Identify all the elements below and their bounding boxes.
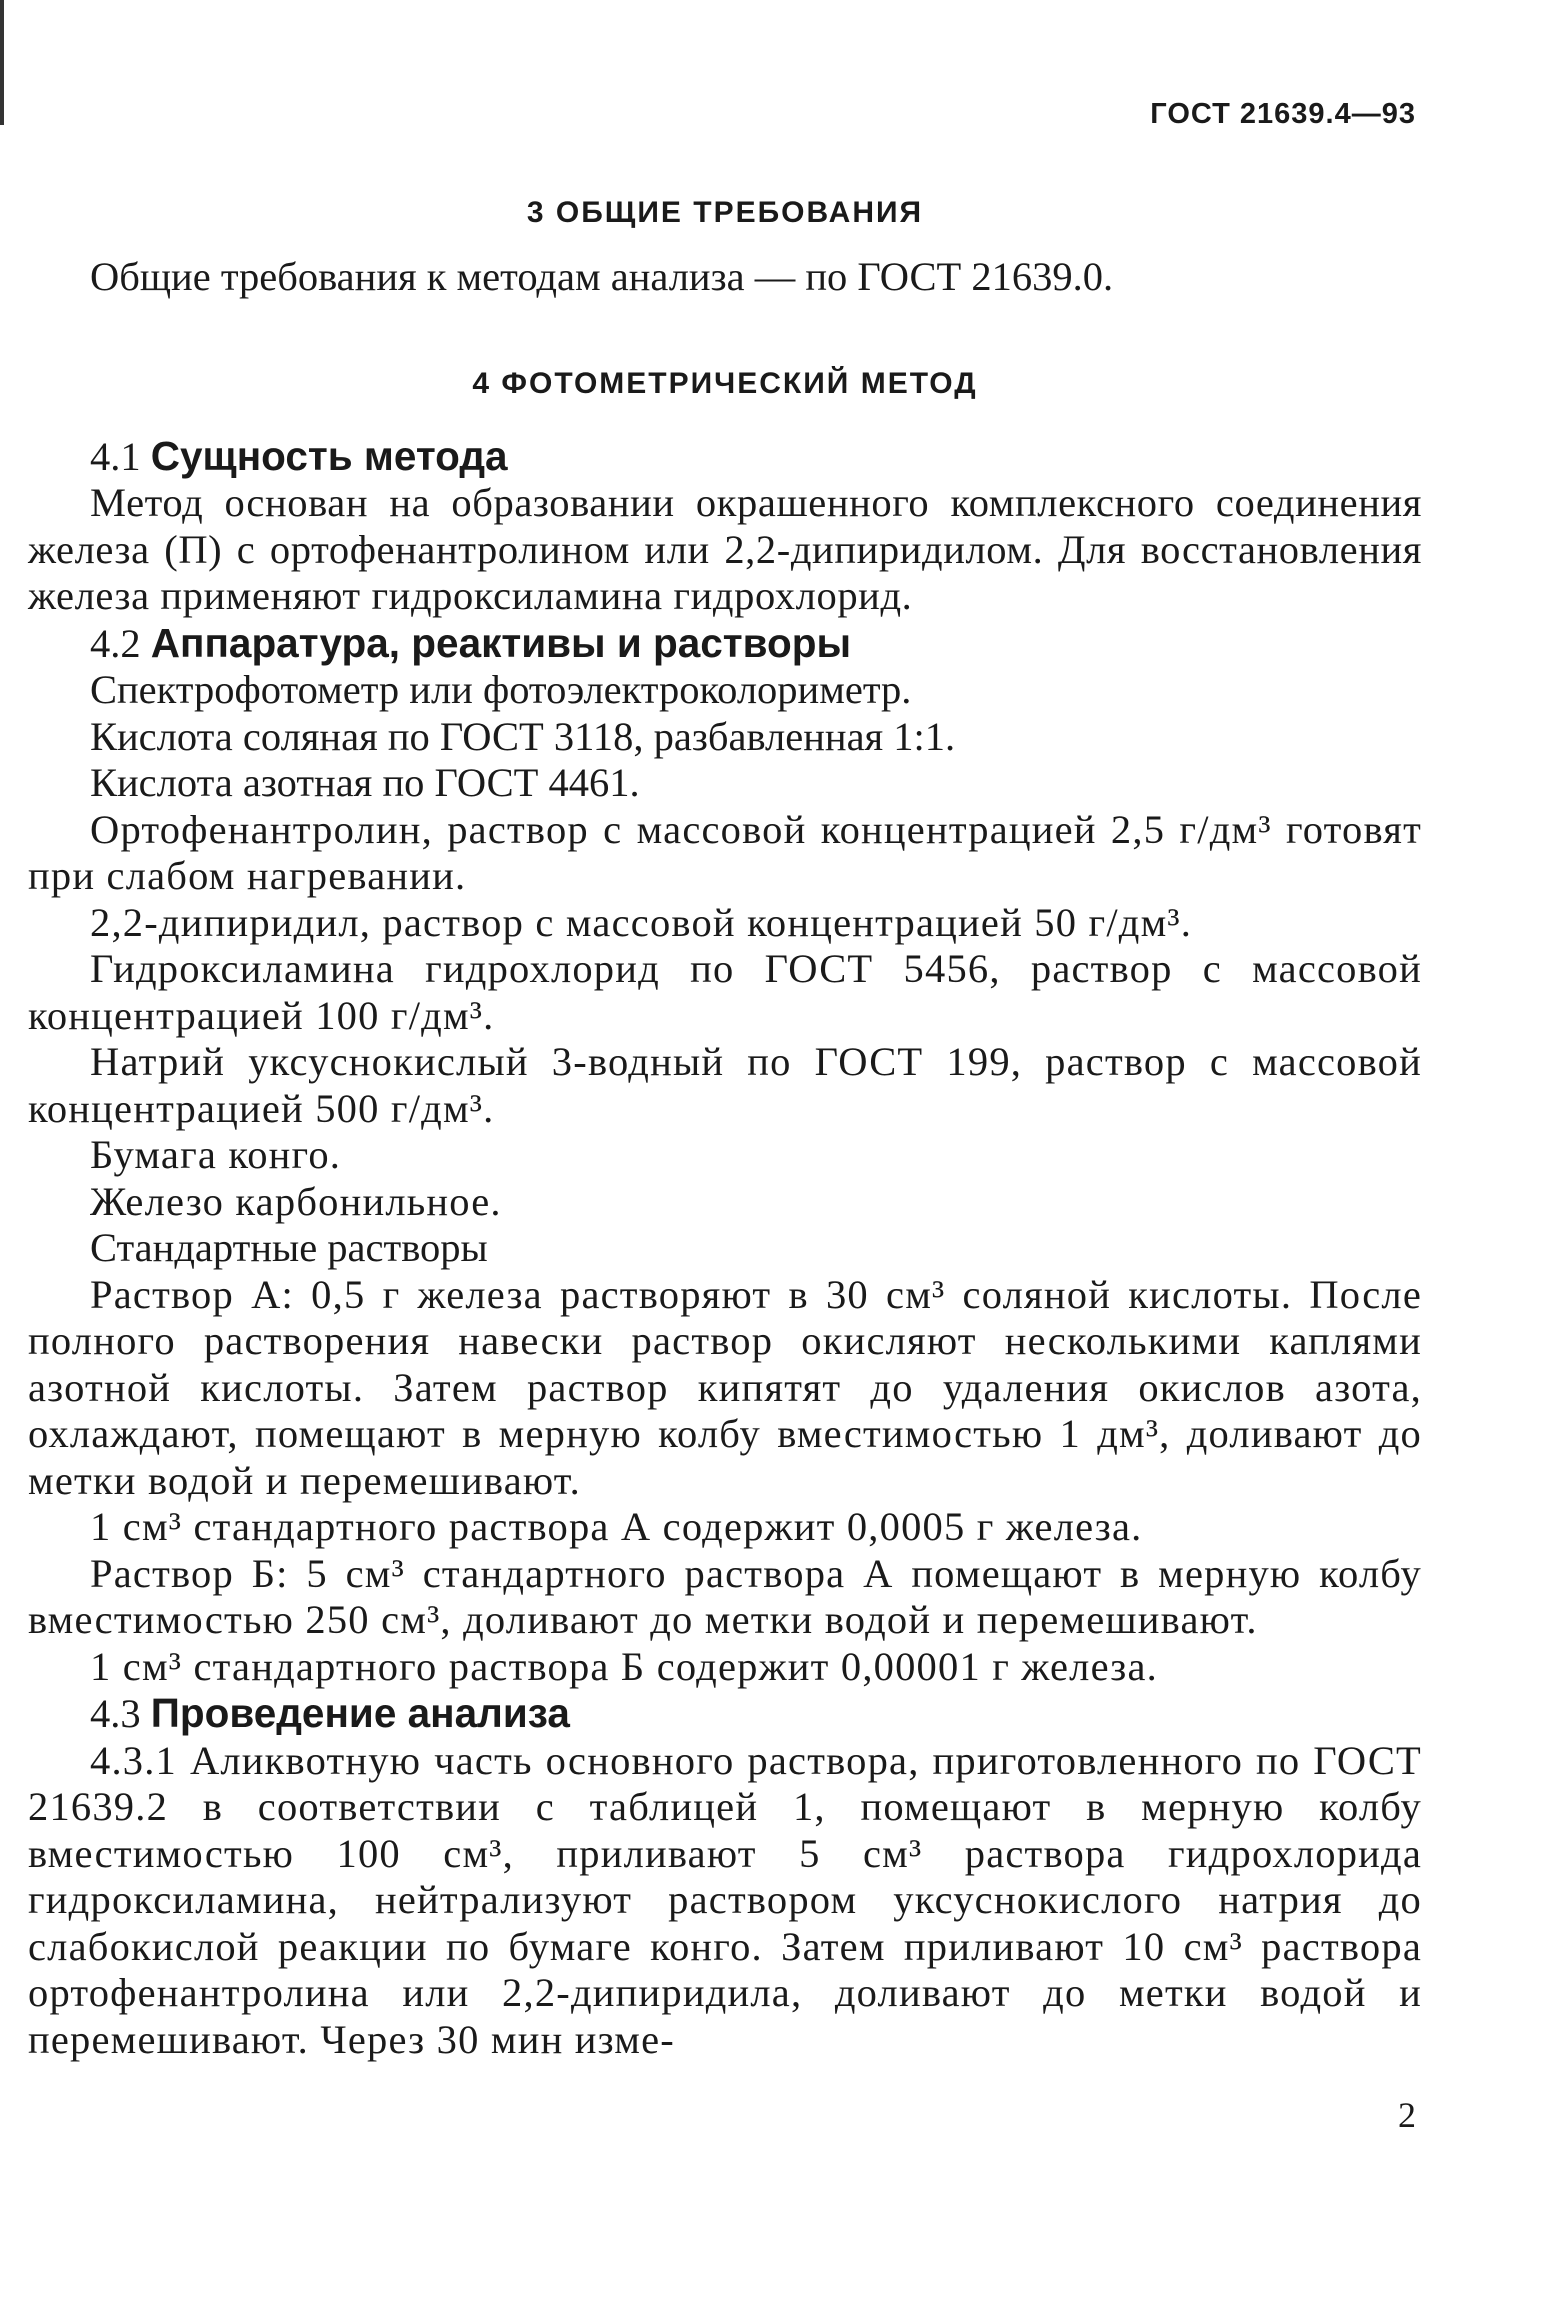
paragraph-4-1: Метод основан на образовании окрашенного комплексного соединения железа (П) с ортофенантролином или 2,2-дипиридилом. Для восстановления железа применяют гидроксиламина гидрохлорид.	[28, 480, 1422, 618]
paragraph-4-2-solution-a-content: 1 см³ стандартного раствора А содержит 0,0005 г железа.	[90, 1504, 1143, 1549]
paragraph-4-2-solution-a: Раствор А: 0,5 г железа растворяют в 30 см³ соляной кислоты. После полного растворения навески раствор окисляют несколькими каплями азотной кислоты. Затем раствор кипятят до удаления окислов азота, охлаждают, помещают в мерную колбу вместимостью 1 дм³, доливают до метки водой и перемешивают.	[28, 1271, 1422, 1503]
paragraph-4-2-orthophenanthroline: Ортофенантролин, раствор с массовой концентрацией 2,5 г/дм³ готовят при слабом нагревании.	[28, 806, 1422, 898]
section-3-title: 3 ОБЩИЕ ТРЕБОВАНИЯ	[526, 196, 924, 229]
paragraph-4-2-apparatus: Спектрофотометр или фотоэлектроколориметр.	[90, 667, 912, 712]
subsection-4-1-number: 4.1	[90, 433, 141, 479]
paragraph-4-2-solution-b-content: 1 см³ стандартного раствора Б содержит 0,00001 г железа.	[90, 1643, 1158, 1689]
standard-code-header: ГОСТ 21639.4—93	[1150, 98, 1416, 130]
document-body	[28, 190, 1422, 2063]
paragraph-4-2-solution-b: Раствор Б: 5 см³ стандартного раствора А помещают в мерную колбу вместимостью 250 см³, доливают до метки водой и перемешивают.	[28, 1550, 1422, 1642]
paragraph-4-2-sodium-acetate: Натрий уксуснокислый 3-водный по ГОСТ 199, раствор с массовой концентрацией 500 г/дм³.	[28, 1039, 1422, 1131]
section-4-title: 4 ФОТОМЕТРИЧЕСКИЙ МЕТОД	[472, 366, 978, 400]
scan-edge-mark	[0, 0, 4, 125]
page-number: 2	[1398, 2095, 1416, 2135]
subsection-4-1-heading	[28, 433, 1422, 481]
subsection-4-3-heading	[28, 1690, 1422, 1738]
paragraph-4-2-hno3: Кислота азотная по ГОСТ 4461.	[90, 760, 640, 805]
subsection-4-1-title: Сущность метода	[150, 432, 508, 479]
subsection-4-2-title: Аппаратура, реактивы и растворы	[150, 619, 852, 666]
subsection-4-2-heading	[28, 620, 1422, 668]
paragraph-4-2-hcl: Кислота соляная по ГОСТ 3118, разбавленная 1:1.	[90, 713, 956, 759]
subsection-4-3-number: 4.3	[90, 1691, 141, 1736]
paragraph-4-3-1: 4.3.1 Аликвотную часть основного раствора, приготовленного по ГОСТ 21639.2 в соответствии с таблицей 1, помещают в мерную колбу вместимостью 100 см³, приливают 5 см³ раствора гидрохлорида гидроксиламина, нейтрализуют раствором уксуснокислого натрия до слабокислой реакции по бумаге конго. Затем приливают 10 см³ раствора ортофенантролина или 2,2-дипиридила, доливают до метки водой и перемешивают. Через 30 мин изме-	[28, 1737, 1422, 2062]
subsection-4-3-title: Проведение анализа	[150, 1690, 570, 1736]
paragraph-4-2-hydroxylamine: Гидроксиламина гидрохлорид по ГОСТ 5456, раствор с массовой концентрацией 100 г/дм³.	[28, 946, 1422, 1038]
paragraph-4-2-carbonyl-iron: Железо карбонильное.	[90, 1178, 502, 1224]
section-3-text: Общие требования к методам анализа — по ГОСТ 21639.0.	[90, 254, 1114, 299]
subsection-4-2-number: 4.2	[90, 620, 141, 666]
paragraph-4-2-congo-paper: Бумага конго.	[90, 1132, 342, 1177]
paragraph-4-2-dipyridyl: 2,2-дипиридил, раствор с массовой концентрацией 50 г/дм³.	[90, 899, 1193, 945]
paragraph-4-2-standard-solutions: Стандартные растворы	[90, 1225, 488, 1270]
